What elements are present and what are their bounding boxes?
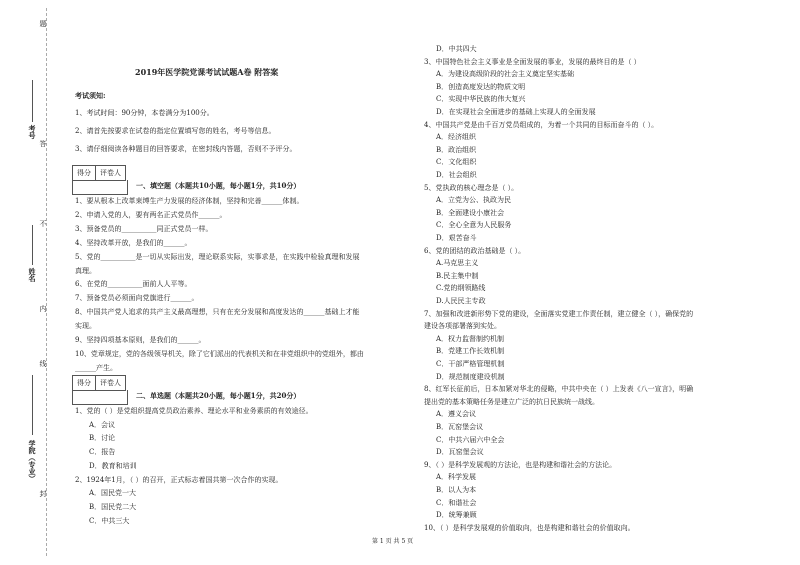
- question-line: 3、预备党员的__________同正式党员一样。: [75, 224, 213, 233]
- answer-option: D．瓦窑堡会议: [436, 448, 484, 457]
- answer-option: B．政治组织: [436, 145, 477, 154]
- question-line: 实现。: [75, 322, 96, 331]
- question-line: 6、在党的__________面前人人平等。: [75, 280, 192, 289]
- answer-option: A．立党为公、执政为民: [436, 196, 512, 205]
- answer-option: C.党的纲领路线: [436, 284, 486, 293]
- question-line: 7、加强和改进新形势下党的建设，全面落实党建工作责任制，建立健全（ ），确保党的: [424, 309, 694, 318]
- answer-option: D.人民民主专政: [436, 297, 486, 305]
- question-line: 2、1924年1月，（ ）的召开，正式标志着国共第一次合作的实现。: [75, 475, 283, 484]
- answer-option: C．和谐社会: [436, 498, 477, 507]
- answer-option: B．创造高度发达的物质文明: [436, 82, 526, 91]
- question-line: 5、党执政的核心理念是（ ）。: [424, 183, 519, 192]
- grader-label: 评卷人: [100, 379, 121, 387]
- question-line: 3、中国特色社会主义事业是全面发展的事业，发展的最终目的是（ ）: [424, 57, 641, 66]
- answer-option: A.马克思主义: [436, 259, 479, 268]
- answer-option: B．讨论: [89, 434, 116, 443]
- answer-option: D．社会组织: [436, 171, 477, 179]
- answer-option: C．报告: [89, 448, 116, 457]
- answer-option: D．统筹兼顾: [436, 511, 477, 520]
- question-line: 1、党的（ ）是党组织提高党员政治素养、理论水平和业务素质的有效途径。: [75, 407, 313, 415]
- answer-option: A．科学发展: [436, 473, 477, 482]
- seal-char: 不: [39, 220, 47, 227]
- answer-option: D．艰苦奋斗: [436, 234, 477, 242]
- score-box: [72, 165, 126, 181]
- answer-option: B．国民党二大: [89, 502, 137, 511]
- question-line: 9、（ ）是科学发展观的方法论，也是构建和谐社会的方法论。: [424, 460, 617, 469]
- college-line: [32, 375, 33, 435]
- answer-option: B．以人为本: [436, 486, 477, 494]
- college-label: 学院（专业）: [28, 440, 37, 482]
- question-line: 建设各项部署落到实处。: [424, 322, 501, 331]
- grader-label: 评卷人: [100, 169, 121, 177]
- name-label: 姓名: [28, 268, 37, 282]
- notice-heading: 考试须知:: [75, 91, 106, 100]
- answer-option: C．全心全意为人民服务: [436, 221, 512, 230]
- answer-option: A．权力监督制约机制: [436, 334, 505, 343]
- question-line: 8、红军长征前后，日本加紧对华北的侵略，中共中央在（ ）上发表《八一宣言》，明确: [424, 385, 694, 394]
- binding-margin: [0, 0, 58, 565]
- section2-heading: 二、单选题（本题共20小题，每小题1分，共20分）: [136, 391, 301, 400]
- question-line: 9、坚持四项基本原则，是我们的______。: [75, 336, 206, 344]
- answer-option: D．教育和培训: [89, 461, 137, 470]
- answer-option: B．瓦窑堡会议: [436, 423, 484, 431]
- answer-option: A．为建设高级阶段的社会主义奠定坚实基础: [436, 70, 575, 79]
- question-line: 4、坚持改革开放，是我们的______。: [75, 238, 192, 247]
- answer-option: A．国民党一大: [89, 489, 137, 498]
- page-title: 2019年医学院党课考试试题A卷 附答案: [135, 67, 279, 77]
- question-line: 10、（ ）是科学发展观的价值取向，也是构建和谐社会的价值取向。: [424, 523, 635, 532]
- exam-number-label: 考号: [28, 125, 37, 139]
- seal-char: 题: [39, 20, 47, 27]
- answer-option: C．实现中华民族的伟大复兴: [436, 95, 526, 104]
- page-footer: 第 1 页 共 5 页: [372, 538, 414, 545]
- seal-dashed-line: [46, 8, 47, 556]
- section1-heading: 一、填空题（本题共10小题，每小题1分，共10分）: [136, 181, 301, 190]
- exam-number-line: [32, 80, 33, 122]
- seal-char: 内: [39, 305, 47, 312]
- answer-option: C．文化组织: [436, 158, 477, 167]
- notice-line: 1、考试时间：90分钟，本卷满分为100分。: [75, 109, 214, 117]
- question-line: 7、预备党员必须面向党旗进行______。: [75, 294, 199, 303]
- seal-char: 线: [39, 360, 47, 367]
- score-box-blank: [72, 180, 128, 195]
- question-line: 4、中国共产党是由千百万党员组成的，为着一个共同的目标而奋斗的（ ）。: [424, 120, 659, 129]
- question-line: ______产生。: [75, 363, 117, 372]
- question-line: 10、党章规定，党的各级领导机关，除了它们派出的代表机关和在非党组织中的党组外，都由: [75, 349, 364, 358]
- notice-line: 3、请仔细阅读各种题目的回答要求，在密封线内答题，否则不予评分。: [75, 145, 297, 153]
- question-line: 真理。: [75, 266, 96, 275]
- score-box: [72, 375, 126, 391]
- answer-option: A．经济组织: [436, 133, 477, 142]
- answer-option: D．在实现社会全面进步的基础上实现人的全面发展: [436, 108, 596, 116]
- answer-option: D．中共四大: [436, 45, 477, 53]
- answer-option: C．中共六届六中全会: [436, 435, 505, 444]
- answer-option: A．会议: [89, 420, 116, 429]
- answer-option: B．全面建设小康社会: [436, 208, 505, 217]
- question-line: 6、党的团结的政治基础是（ ）。: [424, 246, 526, 255]
- seal-char: 答: [39, 140, 47, 147]
- question-line: 5、党的__________是一切从实际出发，理论联系实际，实事求是，在实践中检验真理和发展: [75, 252, 360, 261]
- question-line: 提出党的基本策略任务是建立广泛的抗日民族统一战线。: [424, 397, 599, 406]
- score-label: 得分: [73, 166, 96, 180]
- score-label: 得分: [73, 376, 96, 390]
- answer-option: B．党建工作长效机制: [436, 347, 505, 356]
- answer-option: A．遵义会议: [436, 410, 477, 419]
- question-line: 2、申请入党的人，要有两名正式党员作______。: [75, 210, 227, 219]
- answer-option: D．规范制度建设机制: [436, 372, 505, 381]
- score-box-blank: [72, 390, 128, 405]
- answer-option: C．中共三大: [89, 516, 130, 525]
- notice-line: 2、请首先按要求在试卷的指定位置填写您的姓名，考号等信息。: [75, 127, 276, 135]
- name-line: [32, 225, 33, 265]
- question-line: 1、要从根本上改革束缚生产力发展的经济体制，坚持和完善______体制。: [75, 197, 304, 205]
- question-line: 8、中国共产党人追求的共产主义最高理想，只有在充分发展和高度发达的______基础上才能: [75, 308, 360, 317]
- seal-char: 封: [39, 490, 47, 497]
- answer-option: B.民主集中制: [436, 271, 479, 280]
- answer-option: C．干部严格管理机制: [436, 360, 505, 368]
